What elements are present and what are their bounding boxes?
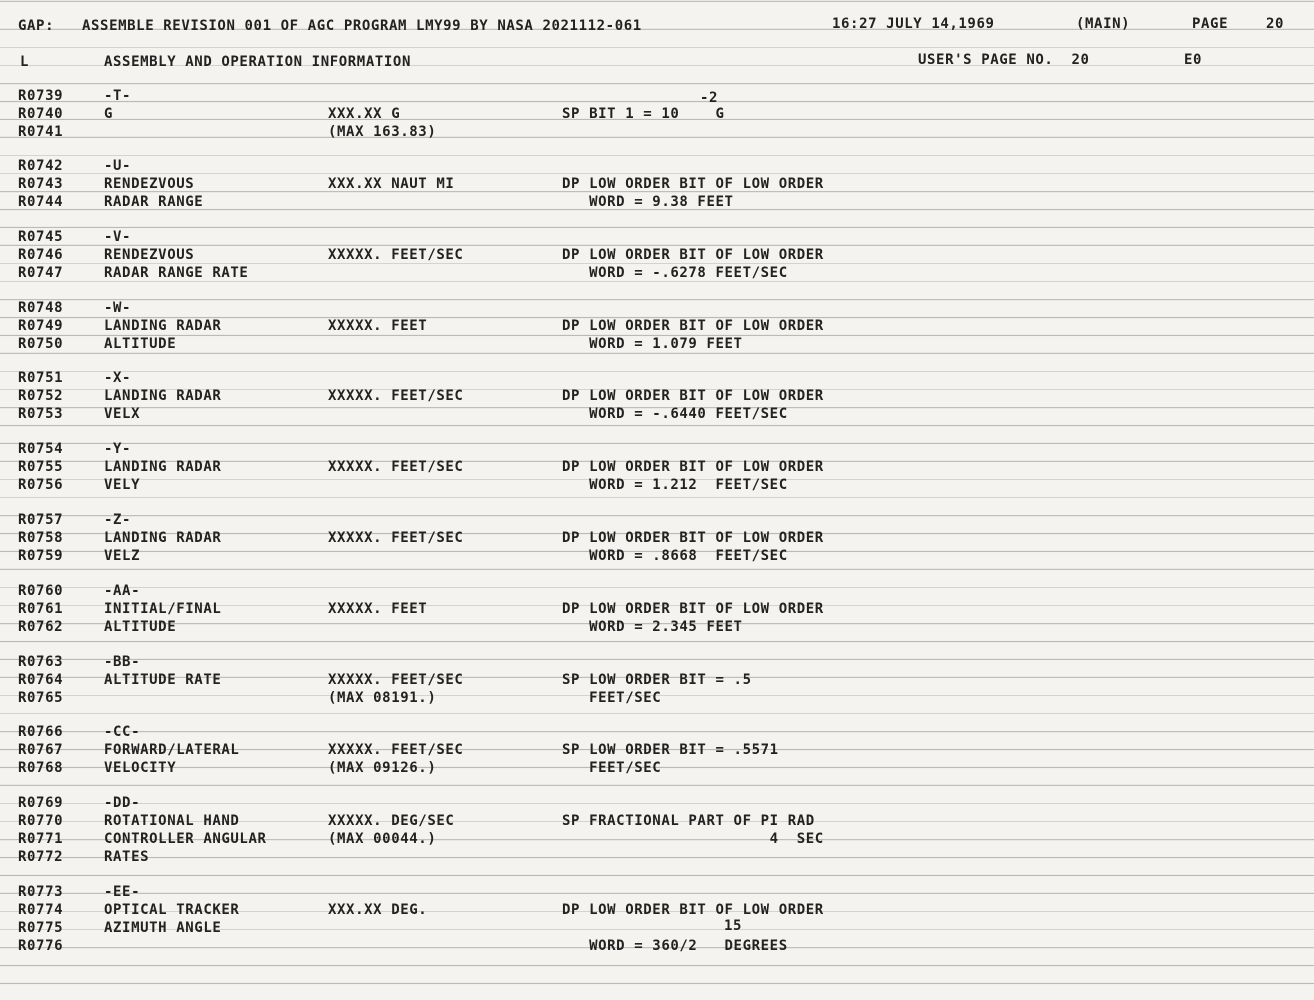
- row-scale: SP LOW ORDER BIT = .5571: [562, 742, 779, 758]
- row-scale: SP FRACTIONAL PART OF PI RAD: [562, 813, 815, 829]
- row-scale: WORD = -.6440 FEET/SEC: [562, 406, 788, 422]
- row-id: R0767: [18, 742, 64, 758]
- users-page-number: USER'S PAGE NO. 20: [918, 52, 1090, 68]
- row-format: XXXXX. FEET/SEC: [328, 388, 464, 404]
- row-name: ALTITUDE: [104, 619, 177, 635]
- row-format: XXX.XX G: [328, 106, 401, 122]
- row-id: R0748: [18, 300, 64, 316]
- row-scale: FEET/SEC: [562, 760, 662, 776]
- row-format: (MAX 09126.): [328, 760, 437, 776]
- row-exponent: -2: [700, 90, 719, 106]
- subheader-code: L: [20, 54, 30, 70]
- row-id: R0762: [18, 619, 64, 635]
- row-format: XXXXX. FEET: [328, 601, 428, 617]
- row-id: R0747: [18, 265, 64, 281]
- row-name: ALTITUDE RATE: [104, 672, 222, 688]
- row-name: OPTICAL TRACKER: [104, 902, 240, 918]
- row-id: R0766: [18, 724, 64, 740]
- header-page-number: 20: [1266, 16, 1285, 32]
- row-format: (MAX 00044.): [328, 831, 437, 847]
- row-format: XXXXX. FEET/SEC: [328, 459, 464, 475]
- row-name: FORWARD/LATERAL: [104, 742, 240, 758]
- row-id: R0752: [18, 388, 64, 404]
- row-id: R0765: [18, 690, 64, 706]
- row-name: CONTROLLER ANGULAR: [104, 831, 267, 847]
- row-id: R0773: [18, 884, 64, 900]
- row-scale: WORD = 2.345 FEET: [562, 619, 743, 635]
- row-scale: DP LOW ORDER BIT OF LOW ORDER: [562, 530, 824, 546]
- row-format: (MAX 08191.): [328, 690, 437, 706]
- row-name: VELY: [104, 477, 141, 493]
- row-id: R0751: [18, 370, 64, 386]
- row-format: XXXXX. FEET/SEC: [328, 742, 464, 758]
- row-format: XXXXX. DEG/SEC: [328, 813, 455, 829]
- row-id: R0759: [18, 548, 64, 564]
- row-scale: FEET/SEC: [562, 690, 662, 706]
- row-name: RADAR RANGE: [104, 194, 204, 210]
- row-id: R0775: [18, 920, 64, 936]
- row-name: -EE-: [104, 884, 141, 900]
- header-title: ASSEMBLE REVISION 001 OF AGC PROGRAM LMY99 BY NASA 2021112-061: [82, 18, 642, 34]
- row-id: R0756: [18, 477, 64, 493]
- subheader-code2: E0: [1184, 52, 1203, 68]
- row-scale: DP LOW ORDER BIT OF LOW ORDER: [562, 247, 824, 263]
- row-exponent: 15: [724, 918, 743, 934]
- row-format: XXX.XX NAUT MI: [328, 176, 455, 192]
- row-id: R0749: [18, 318, 64, 334]
- header-gap-label: GAP:: [18, 18, 55, 34]
- row-scale: WORD = 360/2 DEGREES: [562, 938, 788, 954]
- row-name: -T-: [104, 88, 132, 104]
- row-name: -W-: [104, 300, 132, 316]
- row-format: XXXXX. FEET/SEC: [328, 672, 464, 688]
- row-scale: WORD = 1.079 FEET: [562, 336, 743, 352]
- row-format: XXXXX. FEET/SEC: [328, 530, 464, 546]
- row-scale: WORD = -.6278 FEET/SEC: [562, 265, 788, 281]
- row-scale: SP LOW ORDER BIT = .5: [562, 672, 752, 688]
- row-id: R0753: [18, 406, 64, 422]
- row-name: VELOCITY: [104, 760, 177, 776]
- row-id: R0768: [18, 760, 64, 776]
- row-id: R0763: [18, 654, 64, 670]
- row-scale: DP LOW ORDER BIT OF LOW ORDER: [562, 318, 824, 334]
- row-format: XXXXX. FEET/SEC: [328, 247, 464, 263]
- row-scale: 4 SEC: [562, 831, 824, 847]
- row-id: R0740: [18, 106, 64, 122]
- row-id: R0741: [18, 124, 64, 140]
- row-name: LANDING RADAR: [104, 318, 222, 334]
- row-name: VELZ: [104, 548, 141, 564]
- row-id: R0750: [18, 336, 64, 352]
- row-id: R0761: [18, 601, 64, 617]
- row-name: LANDING RADAR: [104, 530, 222, 546]
- row-format: (MAX 163.83): [328, 124, 437, 140]
- row-scale: WORD = 9.38 FEET: [562, 194, 734, 210]
- row-id: R0746: [18, 247, 64, 263]
- row-name: RADAR RANGE RATE: [104, 265, 249, 281]
- subheader-title: ASSEMBLY AND OPERATION INFORMATION: [104, 54, 411, 70]
- row-name: G: [104, 106, 114, 122]
- row-name: -DD-: [104, 795, 141, 811]
- row-id: R0757: [18, 512, 64, 528]
- row-name: -Z-: [104, 512, 132, 528]
- row-name: -V-: [104, 229, 132, 245]
- row-name: LANDING RADAR: [104, 388, 222, 404]
- row-name: VELX: [104, 406, 141, 422]
- row-name: -Y-: [104, 441, 132, 457]
- row-id: R0774: [18, 902, 64, 918]
- row-name: -X-: [104, 370, 132, 386]
- row-id: R0769: [18, 795, 64, 811]
- row-id: R0771: [18, 831, 64, 847]
- row-name: -BB-: [104, 654, 141, 670]
- row-id: R0764: [18, 672, 64, 688]
- row-scale: DP LOW ORDER BIT OF LOW ORDER: [562, 601, 824, 617]
- row-id: R0744: [18, 194, 64, 210]
- row-name: -CC-: [104, 724, 141, 740]
- row-name: RENDEZVOUS: [104, 247, 195, 263]
- row-id: R0745: [18, 229, 64, 245]
- row-id: R0772: [18, 849, 64, 865]
- row-id: R0743: [18, 176, 64, 192]
- row-format: XXX.XX DEG.: [328, 902, 428, 918]
- row-name: ALTITUDE: [104, 336, 177, 352]
- row-id: R0755: [18, 459, 64, 475]
- row-name: RENDEZVOUS: [104, 176, 195, 192]
- row-id: R0770: [18, 813, 64, 829]
- row-scale: DP LOW ORDER BIT OF LOW ORDER: [562, 459, 824, 475]
- header-page-label: PAGE: [1192, 16, 1229, 32]
- row-id: R0742: [18, 158, 64, 174]
- row-scale: DP LOW ORDER BIT OF LOW ORDER: [562, 388, 824, 404]
- row-id: R0776: [18, 938, 64, 954]
- header-main: (MAIN): [1076, 16, 1131, 32]
- row-name: -U-: [104, 158, 132, 174]
- row-id: R0758: [18, 530, 64, 546]
- row-id: R0760: [18, 583, 64, 599]
- row-name: ROTATIONAL HAND: [104, 813, 240, 829]
- row-scale: WORD = 1.212 FEET/SEC: [562, 477, 788, 493]
- row-name: AZIMUTH ANGLE: [104, 920, 222, 936]
- header-datetime: 16:27 JULY 14,1969: [832, 16, 995, 32]
- row-scale: DP LOW ORDER BIT OF LOW ORDER: [562, 176, 824, 192]
- row-scale: SP BIT 1 = 10 G: [562, 106, 725, 122]
- row-name: INITIAL/FINAL: [104, 601, 222, 617]
- row-id: R0754: [18, 441, 64, 457]
- row-name: LANDING RADAR: [104, 459, 222, 475]
- row-scale: WORD = .8668 FEET/SEC: [562, 548, 788, 564]
- row-scale: DP LOW ORDER BIT OF LOW ORDER: [562, 902, 824, 918]
- row-format: XXXXX. FEET: [328, 318, 428, 334]
- row-id: R0739: [18, 88, 64, 104]
- row-name: -AA-: [104, 583, 141, 599]
- row-name: RATES: [104, 849, 150, 865]
